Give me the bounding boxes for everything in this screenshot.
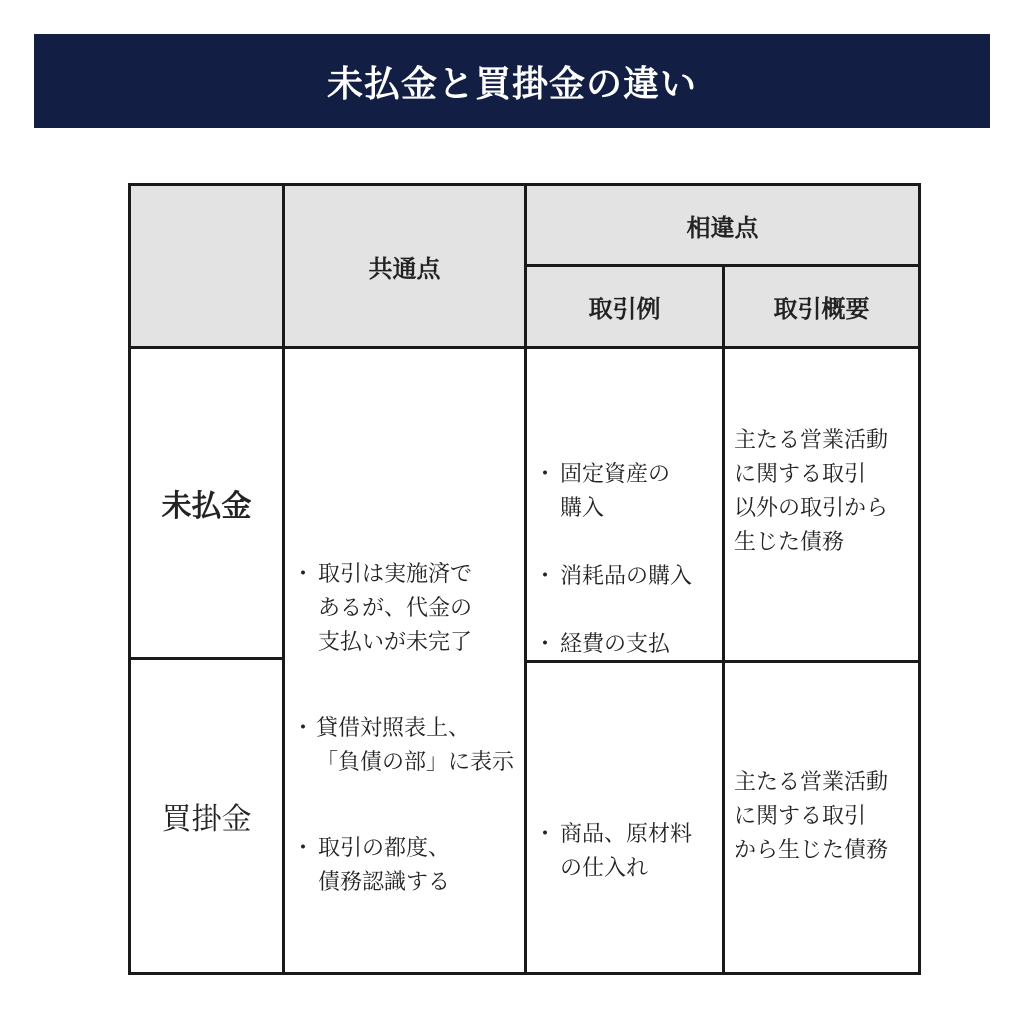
example-item: ・ 経費の支払 xyxy=(540,628,692,662)
row-label-miharaikin-text: 未払金 xyxy=(161,489,252,524)
common-points-list xyxy=(298,524,514,952)
page-title: 未払金と買掛金の違い xyxy=(326,63,697,105)
common-point-item: ・ 取引の都度、 債務認識する xyxy=(298,832,514,900)
col-divider-3 xyxy=(722,265,725,975)
header-differences xyxy=(527,186,918,264)
common-point-item: ・ 取引は実施済で あるが、代金の 支払いが未完了 xyxy=(298,558,514,660)
header-common-label: 共通点 xyxy=(368,254,441,283)
common-points-cell xyxy=(298,524,522,952)
header-summary-label: 取引概要 xyxy=(773,295,870,323)
miharaikin-examples-list xyxy=(540,424,692,696)
header-example xyxy=(527,267,722,346)
miharaikin-summary-cell xyxy=(734,424,916,560)
kaikakekin-summary-cell xyxy=(734,766,916,868)
kaikakekin-examples-list xyxy=(540,784,692,920)
header-common xyxy=(285,186,524,346)
title-banner xyxy=(34,34,990,128)
header-summary xyxy=(725,267,918,346)
kaikakekin-examples-cell xyxy=(540,784,722,920)
kaikakekin-summary-text: 主たる営業活動 に関する取引 から生じた債務 xyxy=(734,770,889,863)
miharaikin-examples-cell xyxy=(540,424,722,696)
example-item: ・ 固定資産の 購入 xyxy=(540,458,692,526)
header-differences-label: 相違点 xyxy=(686,213,759,242)
example-item: ・ 消耗品の購入 xyxy=(540,560,692,594)
common-point-item: ・ 貸借対照表上、 「負債の部」に表示 xyxy=(298,712,514,780)
header-example-label: 取引例 xyxy=(588,295,661,323)
row-label-kaikakekin-text: 買掛金 xyxy=(161,802,252,837)
example-item: ・ 商品、原材料 の仕入れ xyxy=(540,818,692,886)
miharaikin-summary-text: 主たる営業活動 に関する取引 以外の取引から 生じた債務 xyxy=(734,428,889,555)
table-border-right xyxy=(918,183,921,975)
row-label-miharaikin xyxy=(131,349,282,657)
row-label-kaikakekin xyxy=(131,660,282,972)
